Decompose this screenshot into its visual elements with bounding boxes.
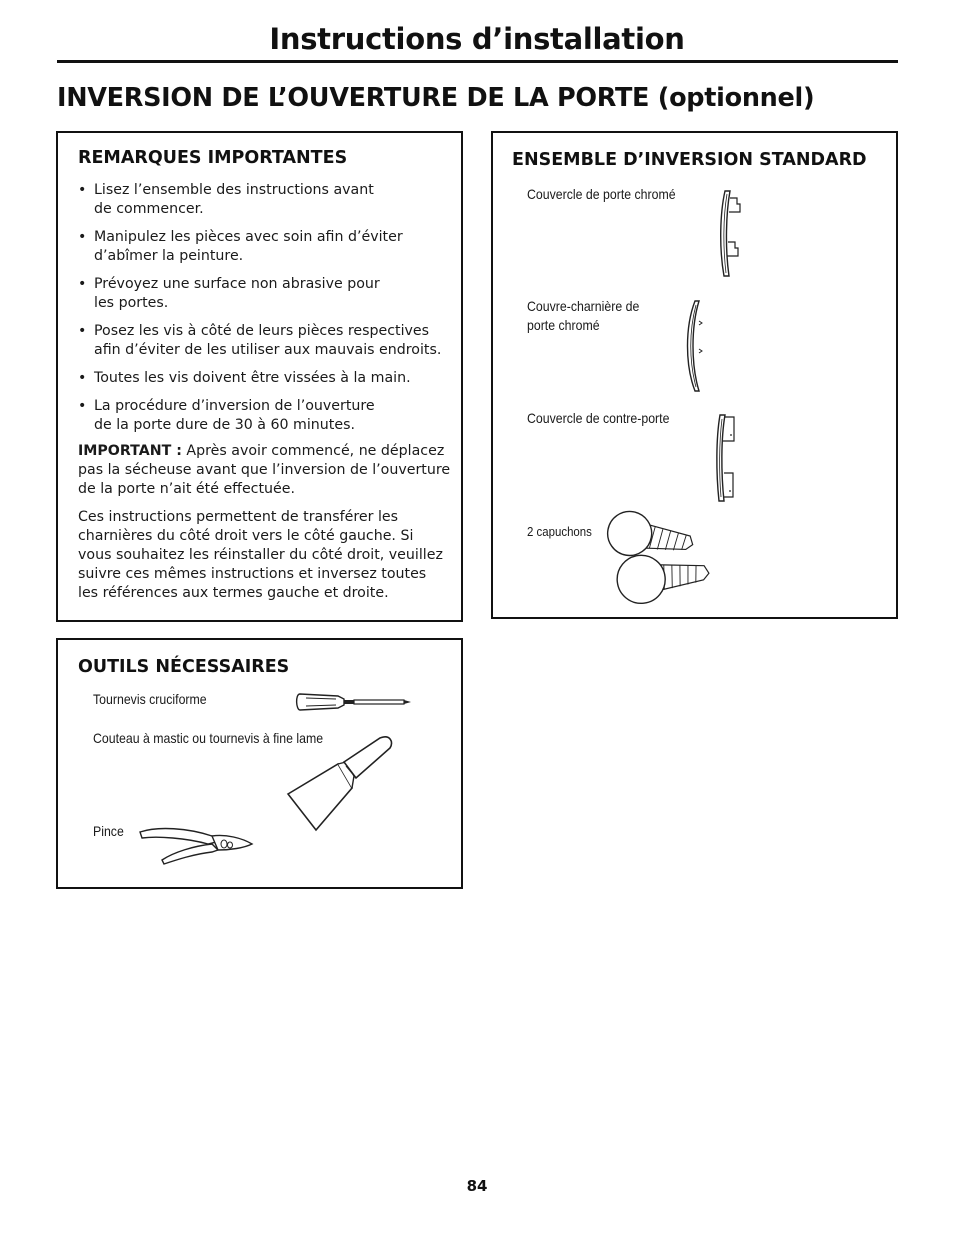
chrome-door-cover-icon — [715, 188, 745, 278]
section-title: INVERSION DE L’OUVERTURE DE LA PORTE (optionnel) — [57, 83, 815, 113]
kit-item-label: 2 capuchons — [527, 524, 592, 539]
important-label: IMPORTANT : — [78, 443, 182, 459]
important-notes-box — [56, 131, 463, 622]
reversal-kit-box — [491, 131, 898, 619]
kit-heading: ENSEMBLE D’INVERSION STANDARD — [512, 150, 867, 170]
important-paragraph — [78, 442, 460, 499]
chrome-hinge-cover-icon — [683, 299, 707, 393]
notes-item: • Prévoyez une surface non abrasive pour les portes. — [78, 275, 394, 313]
tool-item-label: Pince — [93, 823, 124, 839]
instructions-paragraph: Ces instructions permettent de transférer les charnières du côté droit vers le côté gauche. Si vous souhaitez les réinstaller du côté droit, veuillez suivre ces mêmes instructions et inversez toutes les références aux termes gauche et droite. — [78, 509, 443, 601]
important-text: Après avoir commencé, ne déplacez pas la sécheuse avant que l’inversion de l’ouverture de la porte n’ait été effectuée. — [78, 443, 451, 497]
page-number: 84 — [466, 1177, 488, 1195]
caps-icon — [601, 515, 713, 605]
tool-item-label: Couteau à mastic ou tournevis à fine lame — [93, 730, 324, 746]
tools-heading: OUTILS NÉCESSAIRES — [78, 657, 290, 677]
pliers-icon — [138, 826, 258, 866]
required-tools-box — [56, 638, 463, 889]
notes-item: • Posez les vis à côté de leurs pièces respectives afin d’éviter de les utiliser aux mauvais endroits. — [78, 322, 458, 360]
notes-item: • Toutes les vis doivent être vissées à la main. — [78, 369, 458, 388]
notes-item: • Manipulez les pièces avec soin afin d’éviter d’abîmer la peinture. — [78, 228, 414, 266]
phillips-screwdriver-icon — [294, 690, 414, 714]
kit-item-label: Couvercle de porte chromé — [527, 186, 676, 202]
inner-door-cover-icon — [711, 413, 741, 503]
kit-item-label: Couvre-charnière de porte chromé — [527, 298, 640, 333]
notes-heading: REMARQUES IMPORTANTES — [78, 148, 348, 168]
notes-list — [78, 181, 458, 444]
notes-item: • La procédure d’inversion de l’ouverture de la porte dure de 30 à 60 minutes. — [78, 397, 394, 435]
tool-item-label: Tournevis cruciforme — [93, 691, 207, 707]
putty-knife-icon — [286, 734, 396, 830]
kit-item-label: Couvercle de contre-porte — [527, 410, 670, 426]
notes-item: • Lisez l’ensemble des instructions avant de commencer. — [78, 181, 374, 219]
header-divider — [57, 60, 898, 63]
page-header-title: Instructions d’installation — [269, 22, 685, 56]
